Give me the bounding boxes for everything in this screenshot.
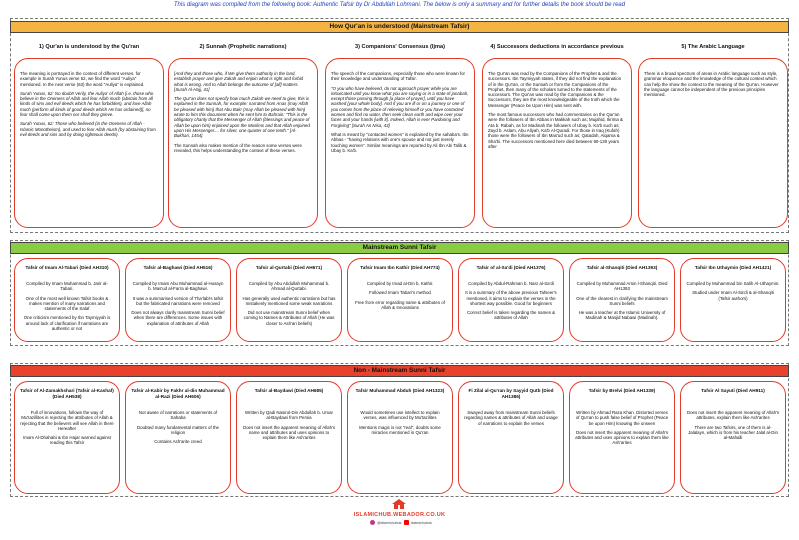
footer-instagram[interactable] bbox=[370, 520, 401, 525]
column-box-1 bbox=[14, 58, 164, 228]
mainstream_tafsir-box-paragraph: Compiled by Imad al-Din b. Kathir. bbox=[366, 281, 434, 286]
mainstream_tafsir-box-paragraph: Compiled by Imam Muhammad b. Jarir al-Tabari. bbox=[26, 281, 108, 292]
house-logo-icon bbox=[392, 499, 406, 509]
mainstream_tafsir-box-paragraph: He was a teacher at the Islamic University of Madinah & Masjid Nabawi (Madinah). bbox=[578, 310, 666, 321]
mainstream_tafsir-box-6 bbox=[569, 258, 675, 342]
mainstream_tafsir-box-3 bbox=[236, 258, 342, 342]
non_mainstream_tafsir-box-5 bbox=[458, 381, 564, 494]
column-title-4: 4) Successors deductions in accordance previous bbox=[490, 44, 624, 50]
non_mainstream_tafsir-box-paragraph: Does not insert the apparent meaning of Allah's attributes and uses opinions to explain them like Ash'arites bbox=[575, 429, 669, 446]
non_mainstream_tafsir-box-2 bbox=[125, 381, 231, 494]
column-4-paragraph: The Qur'an was read by the Companions of the Prophet & and the successors. Ibn Taymiyyah states, if they did not find the explanation of in the Qu'ran, or the Sunnah or from the Companions of the Prophet, then many of the scholars turned to the statements of the successors. The Qur'an was read by the Companions & the Successors, they are the most knowledgeable of the truth which the Messenger (Peace be Upon Him) was sent with. bbox=[488, 71, 622, 108]
youtube-handle: islamichubuk bbox=[411, 520, 432, 525]
column-1-paragraph: Surah Yunus, 62: Those who believed (in the Oneness of Allah - Islamic Monotheism), and used to fear Allah much (by abstaining from evil deeds and sins and by doing righteous deeds). bbox=[20, 121, 156, 137]
mainstream_tafsir-box-2 bbox=[125, 258, 231, 342]
mainstream_tafsir-box-paragraph: Correct belief is taken regarding the names & attributes of Allah bbox=[466, 310, 556, 321]
mainstream_tafsir-box-title: Tafsir Imam Ibn Kathir (Died AH774) bbox=[360, 265, 440, 270]
mainstream_tafsir-box-paragraph: One of the clearest in clarifying the mainstream Sunni beliefs bbox=[576, 295, 668, 306]
non_mainstream_tafsir-box-6 bbox=[569, 381, 675, 494]
mainstream_tafsir-box-paragraph: Did not use mainstream Sunni belief when coming to Names & Attributes of Allah (He was closer to Ash'ari beliefs) bbox=[243, 310, 335, 326]
column-2-paragraph: [And they and those who, if We give them authority in the land, establish prayer and give Zakah and enjoin what is right and forbid what is wrong. And to Allah belongs the outcome of [all] matters. [Surah Al-Hajj, 41] bbox=[174, 71, 304, 92]
column-3-paragraph: The speech of the companions, especially those who were known for their knowledge and understanding of Tafsir. bbox=[331, 71, 465, 82]
mainstream_tafsir-box-title: Tafsir al-Shanqiti (Died AH1393) bbox=[586, 265, 658, 270]
mainstream_tafsir-box-paragraph: Studied under Imam Al-Sa'di & al-Shanqiti (Tafsir authors) bbox=[692, 290, 774, 301]
non_mainstream_tafsir-box-paragraph: Contains Ash'arite creed bbox=[154, 439, 202, 445]
mainstream_tafsir-box-title: Tafsir of al-Sa'di (Died AH1376) bbox=[476, 265, 546, 270]
mainstream_tafsir-box-title: Tafsir of Imam Al-Tabari (Died AH310) bbox=[25, 265, 109, 270]
non_mainstream_tafsir-box-paragraph: Not aware of narrations or statements of Sahaba bbox=[138, 410, 218, 421]
mainstream_tafsir-box-paragraph: Compiled by Abdul-Rahman b. Nasr al-Sa'di bbox=[468, 281, 554, 286]
footer-youtube[interactable] bbox=[404, 520, 432, 525]
column-title-2: 2) Sunnah (Prophetic narrations) bbox=[199, 44, 287, 50]
non_mainstream_tafsir-box-paragraph: Swayed away from mainstream Sunni beliefs regarding names & attributes of Allah and usage of narrations to explain the verses bbox=[464, 410, 558, 426]
mainstream_tafsir-box-7 bbox=[680, 258, 786, 342]
mainstream_tafsir-box-paragraph: Free from error regarding name & attributes of Allah & Innovations bbox=[355, 299, 445, 310]
non_mainstream_tafsir-box-4 bbox=[347, 381, 453, 494]
non_mainstream_tafsir-box-title: Tafsir Muhammad Abduh (Died AH1323) bbox=[355, 388, 445, 393]
mainstream_tafsir-box-paragraph: One of the most well known Tafsir books & makes mention of many narrations and statements of the Salaf bbox=[25, 295, 109, 312]
mainstream_tafsir-box-paragraph: Followed Imam Tabari's method bbox=[369, 290, 431, 296]
column-5-paragraph: There is a broad spectrum of areas in Arabic language such as style, grammar eloquence and the knowledge of the cultural context which can help the show the context to the meaning of the Qur'an. However the language cannot be independent of the previous principles mentioned. bbox=[644, 71, 779, 98]
mainstream_tafsir-box-paragraph: Has generally used authentic narrations but has mistakenly mentioned some weak narrations bbox=[242, 295, 336, 306]
non_mainstream_tafsir-box-title: Tafsir al-Kabir by Fakhr al-din Muhammad al-Razi (Died AH606) bbox=[131, 388, 225, 399]
non_mainstream_tafsir-box-title: Tafsir al-Baydawi (Died AH685) bbox=[254, 388, 324, 393]
mainstream_tafsir-box-paragraph: It is a summary of the above previous Tafseer's mentioned, it aims to explain the verses in the shortest way possible. Good for beginners bbox=[465, 290, 557, 306]
footer-site[interactable]: ISLAMICHUB.WEBADOR.CO.UK bbox=[353, 512, 446, 518]
non_mainstream_tafsir-box-title: Tafsir Al Sayuti (Died AH911) bbox=[701, 388, 765, 393]
non_mainstream_tafsir-box-title: Tafsir of Al-Zamakhshari (Tafsir al-Kashaf) (Died AH538) bbox=[20, 388, 114, 399]
column-box-3 bbox=[325, 58, 475, 228]
column-title-3: 3) Companions' Consensus (Ijma) bbox=[355, 44, 445, 50]
non_mainstream_tafsir-box-paragraph: Written by Qadi Nasirul-Din Abdullah b. Umar al-Baydawi from Persia bbox=[244, 410, 333, 421]
mainstream_tafsir-box-4 bbox=[347, 258, 453, 342]
column-box-2 bbox=[168, 58, 318, 228]
non_mainstream_tafsir-box-paragraph: Does not insert the apparent meaning of Allah's attributes, explain them like Ash'arites bbox=[686, 410, 780, 421]
non_mainstream_tafsir-box-title: Tafsir by Brelvi (Died AH1339) bbox=[588, 388, 656, 393]
mainstream_tafsir-box-paragraph: Compiled by Muhammad Amin l-Shanqiti. Died AH1393 bbox=[576, 281, 668, 292]
section-header-mainstream: Mainstream Sunni Tafsir bbox=[10, 242, 789, 254]
non_mainstream_tafsir-box-paragraph: Does not insert the apparent meaning of Allah's name and attributes and uses opinions to explain them like Ash'arites bbox=[242, 424, 336, 441]
column-title-5: 5) The Arabic Language bbox=[681, 44, 745, 50]
intro-text: This diagram was compiled from the following book: Authentic Tafsir by Dr Abdullah Lohmani. The below is only a summary and for further details the book should be read bbox=[173, 2, 626, 8]
column-2-paragraph: The Qur'an does not specify how much Zakah we need to give, this is explained in the Sunnah, for example: narrated from Anas (may Allah be pleased with him) that Abu Bakr (may Allah be pleased with him) wrote to him this document when he sent him to Bahrain: "This is the obligatory charity that the Messenger of Allah (blessings and peace of Allah be upon him) enjoined upon the Muslims and that Allah enjoined upon His Messenger.... for silver, one quarter of one tenth." [Al-Bukhari, 1454]. bbox=[174, 96, 310, 139]
youtube-icon bbox=[404, 520, 409, 525]
non_mainstream_tafsir-box-paragraph: Imam Al-Dhahabi & Ibn Hajar warned against reading this Tafsir bbox=[23, 435, 111, 446]
instagram-handle: @islamichubuk bbox=[377, 520, 402, 525]
column-3-paragraph: "O you who have believed, do not approach prayer while you are intoxicated until you know what you are saying or in a state of janabah, except those passing through [a place of prayer], until you have washed [your whole body]. And if you are ill or on a journey or one of you comes from the place of relieving himself or you have contacted women and find no water, then seek clean earth and wipe over your faces and your hands [with it]. Indeed, Allah is ever Pardoning and Forgiving" [Surah An Nisa, 43] bbox=[331, 85, 469, 128]
column-2-paragraph: The Sunnah also makes mention of the reason some verses were revealed, this helps understanding the context of these verses. bbox=[174, 142, 302, 153]
non_mainstream_tafsir-box-7 bbox=[680, 381, 786, 494]
column-title-1: 1) Qur'an is understood by the Qu'ran bbox=[38, 44, 140, 50]
column-1-paragraph: Surah Yunus, 62: No doubt! Verily, the Auliya' of Allah [i.e. those who believe in the Oneness of Allah and fear Allah much (abstain from all kinds of sins and evil deeds which he has forbidden), and love Allah much (perform all kinds of good deeds which He has ordained)], no fear shall come upon them nor shall they grieve. bbox=[20, 90, 154, 118]
mainstream_tafsir-box-title: Tafsir Ibn Uthaymin (Died AH1421) bbox=[694, 265, 772, 270]
column-3-paragraph: What is meant by "contacted women" is explained by the sahaba's. Ibn Abbas - "having relations with one's spouse and not just merely touching women". Similar meanings are reported by Ali Ibn Abi Talib & Ubay b. Ka'b. bbox=[331, 131, 469, 153]
mainstream_tafsir-box-paragraph: Compiled by Muhammad bin Salih Al-Uthaymin. bbox=[686, 281, 780, 286]
non_mainstream_tafsir-box-paragraph: Doubted many fundamental matters of the religion bbox=[136, 424, 219, 435]
mainstream_tafsir-box-title: Tafsir al-Qurtabi (Died AH671) bbox=[255, 265, 323, 270]
non_mainstream_tafsir-box-paragraph: Mentions magic is not "real", doubts some miracles mentioned in Qu'ran bbox=[359, 424, 441, 435]
column-box-5 bbox=[638, 58, 788, 228]
mainstream_tafsir-box-paragraph: One criticism mentioned by Ibn Taymiyyah is around lack of clarification if narrations are authentic or not bbox=[23, 315, 111, 332]
column-4-paragraph: The most famous successors who had commentaries on the Qur'an were the followers of Ibn Abbas in Makkah such as; Mujahid, Ikrima & Ata b. Rabah, as for Madinah the followers of Ubay b. Ka'b such as; Zayd b. Aslam, Abu Aliyah, Ka'b Al-Quradi. For those in Iraq (Kufah) those were the followers of Ibn Mas'ud such as; Qatadah, Alqama & Sha'bi. The successors mentioned here died between 90-130 years after bbox=[488, 112, 623, 149]
mainstream_tafsir-box-paragraph: Compiled by Imam Abu Muhammad al-Husayn b. Mas'ud al-Farra al-Baghawi. bbox=[132, 281, 224, 292]
mainstream_tafsir-box-paragraph: It was a summarised version of Tha'labi's tafsir but the fabricated narrations were removed bbox=[132, 295, 224, 306]
non_mainstream_tafsir-box-paragraph: Would sometimes use intellect to explain verses, was influenced by Mu'tazilites bbox=[360, 410, 440, 421]
mainstream_tafsir-box-1 bbox=[14, 258, 120, 342]
non_mainstream_tafsir-box-paragraph: There are two Tafsirs, one of them is al-Jalalayn, which is from his teacher Jalal al-Din al-Mahalli bbox=[688, 424, 778, 441]
non_mainstream_tafsir-box-3 bbox=[236, 381, 342, 494]
non_mainstream_tafsir-box-title: Fi Zilal al-Qu'ran by Sayyid Qutb (Died AH1386) bbox=[468, 388, 554, 399]
non_mainstream_tafsir-box-paragraph: Full of innovations, follows the way of Mu'tazillites in rejecting the attributes of Allah & rejecting that the believers will see Allah in there Hereafter bbox=[20, 410, 114, 431]
non_mainstream_tafsir-box-paragraph: Written by Ahmad Raza Khan. Distorted verses of Qu'ran to push false belief of Prophet (Peace be upon Him) knowing the unseen bbox=[575, 410, 669, 426]
column-box-4 bbox=[482, 58, 632, 228]
mainstream_tafsir-box-paragraph: Does not always clarify mainstream Sunni belief when there are differences. Some issues with explanation of attributes of Allah bbox=[131, 310, 225, 326]
instagram-icon bbox=[370, 520, 375, 525]
column-1-paragraph: The meaning is portrayed in the context of different verses. for example in Surah Yunus verse 62, we find the word "Auliya" mentioned. In the next verse (63) the word "Auliya" is explained. bbox=[20, 71, 145, 87]
mainstream_tafsir-box-paragraph: Compiled by Abu Abdullah Muhammad b. Ahmad al-Qurtabi. bbox=[248, 281, 330, 292]
mainstream_tafsir-box-5 bbox=[458, 258, 564, 342]
section-header-understood: How Qur'an is understood (Mainstream Tafsir) bbox=[10, 21, 789, 33]
mainstream_tafsir-box-title: Tafsir al-Baghawi (Died AH516) bbox=[143, 265, 213, 270]
section-header-non-mainstream: Non - Mainstream Sunni Tafsir bbox=[10, 365, 789, 377]
non_mainstream_tafsir-box-1 bbox=[14, 381, 120, 494]
